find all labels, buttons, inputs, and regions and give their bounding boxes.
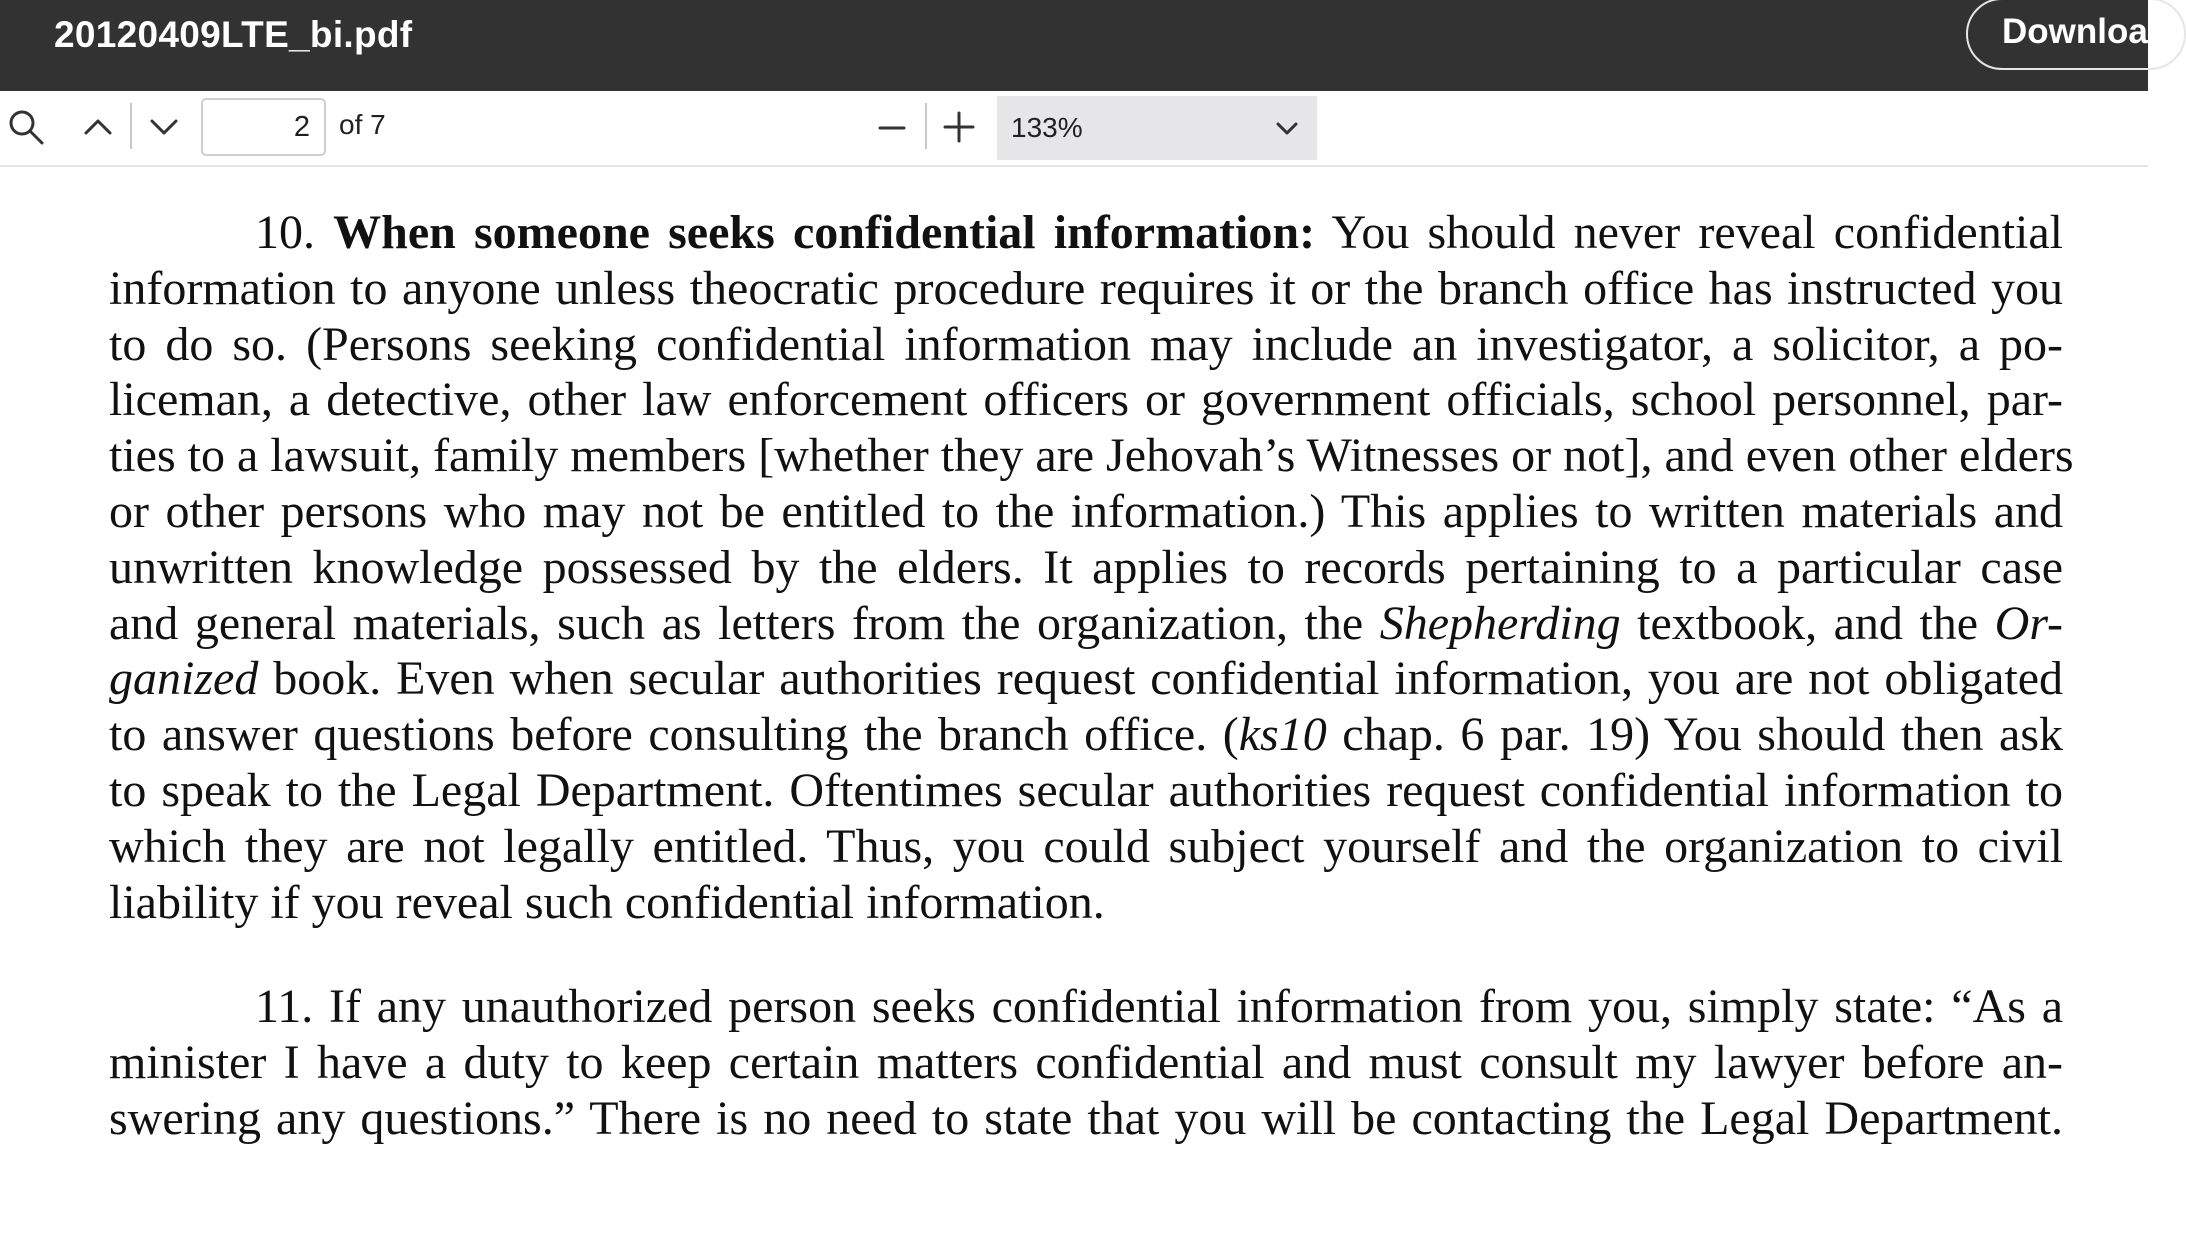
italic-title: Or-: [1994, 596, 2064, 650]
text-run: textbook, and the: [1637, 596, 1979, 650]
text-line: swering any questions.” There is no need to state that you will be contacting the Legal Department.: [109, 1091, 2063, 1145]
text-run: chap. 6 par. 19) You should then ask: [1342, 708, 2064, 762]
text-line: [109, 205, 2063, 261]
italic-title: Shepherding: [1379, 596, 1621, 650]
text-line: [109, 596, 2063, 652]
toolbar-divider: [925, 103, 927, 149]
text-line: [109, 651, 2063, 707]
text-line: [109, 707, 2063, 763]
text-line: liceman, a detective, other law enforcement officers or government officials, school personnel, par-: [109, 373, 2063, 427]
text-run: and general materials, such as letters from the organization, the: [109, 596, 1364, 650]
text-line: which they are not legally entitled. Thus, you could subject yourself and the organization to civil: [109, 819, 2063, 873]
document-title: 20120409LTE_bi.pdf: [54, 14, 413, 55]
zoom-select[interactable]: [997, 96, 1317, 160]
plus-icon[interactable]: [940, 107, 978, 145]
download-button-label: Download: [2002, 12, 2170, 51]
pdf-toolbar: [0, 91, 2148, 167]
text-line: information to anyone unless theocratic procedure requires it or the branch office has instructed you: [109, 261, 2063, 315]
text-line: 11. If any unauthorized person seeks confidential information from you, simply state: “As a: [255, 980, 2063, 1034]
paragraph-heading: When someone seeks confidential information:: [333, 206, 1316, 259]
text-line: or other persons who may not be entitled to the information.) This applies to written materials and: [109, 484, 2063, 538]
text-run: You should never reveal confidential: [1331, 206, 2064, 259]
italic-reference: ks10: [1238, 708, 1327, 762]
italic-title: ganized: [109, 652, 259, 706]
chevron-down-icon: [1273, 114, 1301, 142]
search-icon[interactable]: [6, 107, 46, 147]
toolbar-divider: [130, 103, 132, 149]
pdf-page-content: [109, 205, 2074, 1147]
chevron-down-icon[interactable]: [146, 109, 182, 145]
page-number-input[interactable]: [201, 98, 326, 156]
text-line: liability if you reveal such confidential information.: [109, 875, 1105, 929]
chevron-up-icon[interactable]: [80, 109, 116, 145]
text-line: to do so. (Persons seeking confidential information may include an investigator, a solicitor, a po-: [109, 317, 2063, 371]
text-run: to answer questions before consulting the branch office. (: [109, 708, 1239, 762]
text-line: to speak to the Legal Department. Oftentimes secular authorities request confidential information to: [109, 763, 2063, 817]
title-bar: [0, 0, 2170, 91]
text-line: unwritten knowledge possessed by the elders. It applies to records pertaining to a particular case: [109, 540, 2063, 594]
page-count-label: of 7: [339, 109, 386, 140]
download-button[interactable]: [1966, 0, 2186, 70]
text-run: book. Even when secular authorities request confidential information, you are not obligated: [273, 652, 2064, 706]
text-line: ties to a lawsuit, family members [whether they are Jehovah’s Witnesses or not], and even other elders: [109, 429, 2074, 483]
paragraph-number: 10.: [255, 206, 315, 259]
paragraph-gap: [109, 930, 2063, 979]
text-line: minister I have a duty to keep certain matters confidential and must consult my lawyer before an-: [109, 1036, 2063, 1090]
zoom-level: 133%: [1011, 112, 1083, 143]
minus-icon[interactable]: [874, 109, 910, 145]
